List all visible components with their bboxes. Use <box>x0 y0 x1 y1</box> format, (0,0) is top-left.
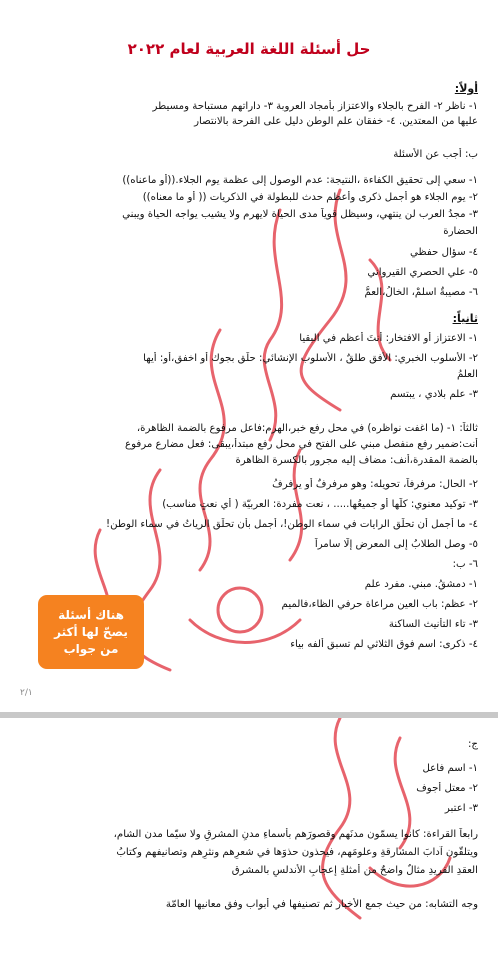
text-line: ٢- يوم الجلاء هو أجمل ذكرى وأعظم حدث للبطولة في الذكريات (( أو ما معناه)) <box>142 192 478 203</box>
note-callout <box>38 595 144 669</box>
callout-line: هناك أسئلة <box>58 607 124 622</box>
text-line: ١- اسم فاعل <box>422 763 478 774</box>
text-line: ٢- الأسلوب الخبري: الأفق طلقٌ ، الأسلوب الإنشائي: حلِّق بجوك أو اخفق،أو: أيها <box>143 353 478 364</box>
text-line: ٣- توكيد معنوي: كلُّها أو جميعُها..... ، نعت مفردة: العربيّة ( أي نعتٍ مناسب) <box>162 499 478 510</box>
text-line: ٢- الحال: مرفرفاً، تحويله: وهو مرفرفٌ أو يرفرفُ <box>272 479 478 490</box>
text-line: ٣- تاء التأنيث الساكنة <box>388 619 478 630</box>
text-line: ١- دمشقُ. مبني. مفرد علم <box>364 579 478 590</box>
text-line: بالضمة المقدرة،أنف: مضاف إليه مجرور بالكسرة الظاهرة <box>235 455 478 466</box>
document-page-2 <box>0 718 498 960</box>
text-line: ٢- معتل أجوف <box>416 783 478 794</box>
text-line: عليها من المعتدين. ٤- خفقان علم الوطن دليل على الفرحة بالانتصار <box>194 116 478 127</box>
callout-line: من جواب <box>63 641 119 656</box>
text-line: أنت:ضمير رفع منفصل مبني على الفتح في محل رفع مبتدأ،يبقى: فعل مضارع مرفوع <box>125 439 478 450</box>
text-line: ٦- ب: <box>452 559 478 570</box>
text-line: ١- الاعتزاز أو الافتخار: أنتَ أعظم في البقيا <box>299 333 478 344</box>
text-line: وجه التشابه: من حيث جمع الأخبار ثم تصنيفها في أبواب وفق معانيها العامّة <box>165 899 478 910</box>
text-line: رابعاً القراءة: كانوا يسمّون مدنَهم وقصورَهم بأسماءِ مدنِ المشرقِ ولا سيّما مدن الشام، <box>113 829 478 840</box>
page-title: حل أسئلة اللغة العربية لعام ٢٠٢٢ <box>127 40 371 58</box>
text-line: ٣- اعتبر <box>444 803 478 814</box>
text-line: العلمُ <box>456 369 478 380</box>
section-heading-b: ب: أجب عن الأسئلة <box>393 149 478 160</box>
text-line: العقدِ الفريدِ مثالٌ واضحٌ من أمثلةِ إعجابِ الأندلسِ بالمشرق <box>231 865 478 876</box>
text-line: ويتلقّون آدابَ المشارقةِ وعلومَهم، فيحذون حذوَها في شعرِهم ونثرِهم وتصانيفهم وكتابُ <box>116 847 478 858</box>
text-line: ٣- علم بلادي ، يبتسم <box>390 389 478 400</box>
text-line: ٤- ذكرى: اسم فوق الثلاثي لم تسبق ألفه بياء <box>290 639 478 650</box>
text-line: الحضارة <box>443 226 478 237</box>
callout-line: يصحّ لها أكثر <box>54 624 128 639</box>
text-line: ٣- مجدُ العرب لن ينتهي، وسيظل قوياً مدى الحياة لايهرم ولا يشيب يواجه الحياة ويبني <box>122 209 478 220</box>
text-line: ١- ناظر ٢- الفرح بالجلاء والاعتزاز بأمجاد العروبة ٣- داراتهم مستباحة ومسيطر <box>152 101 478 112</box>
text-line: ٦- مصيبةٌ اسلمْ، الخالُ،العمُّ <box>364 287 478 298</box>
text-line: ٤- سؤال حفظي <box>410 247 478 258</box>
text-line: ٢- عظم: باب العين مراعاة حرفي الظاء،فالميم <box>281 599 478 610</box>
page-number: ٢/١ <box>20 688 33 698</box>
section-heading-c: ج: <box>467 739 478 750</box>
section-heading-second: ثانياً: <box>452 312 478 325</box>
text-line: ٥- علي الحصري القيرواني <box>367 267 478 278</box>
text-line: ٥- وصل الطلابُ إلى المعرض إلّا سامراً <box>314 539 478 550</box>
text-line: ثالثاً: ١- (ما اغفت نواظره) في محل رفع خبر،الهرم:فاعل مرفوع بالضمة الظاهرة، <box>136 423 478 434</box>
text-line: ١- سعي إلى تحقيق الكفاءة ،النتيجة: عدم الوصول إلى عظمة يوم الجلاء.((أو ماعناه)) <box>122 175 478 186</box>
section-heading-first: أولاً: <box>454 82 478 95</box>
text-line: ٤- ما أجمل أن تحلِّق الرايات في سماء الوطن!، أجمل بأن تحلِّق الرياتُ في سماء الوطن! <box>106 519 478 530</box>
